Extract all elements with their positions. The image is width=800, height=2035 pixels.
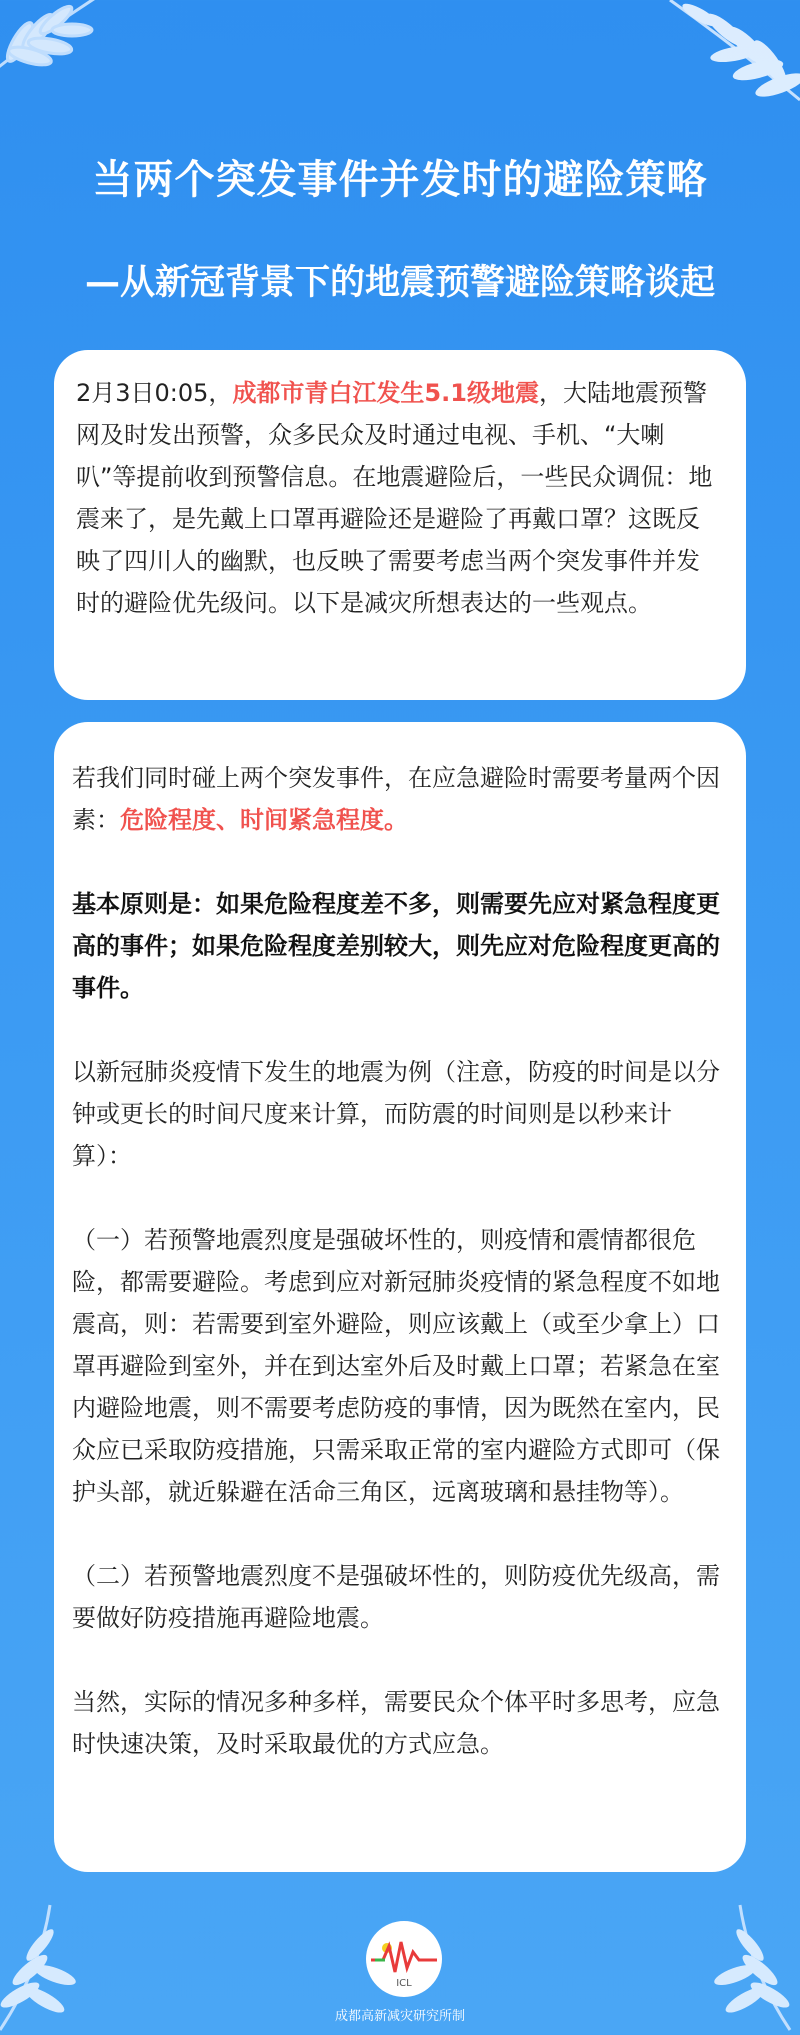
intro-rest: ，大陆地震预警网及时发出预警，众多民众及时通过电视、手机、“大喇叭”等提前收到预警信息。在地震避险后，一些民众调侃：地震来了，是先戴上口罩再避险还是避险了再戴口罩？这既反映了四川人的幽默，也反映了需要考虑当两个突发事件并发时的避险优先级问。以下是减灾所想表达的一些观点。 bbox=[76, 379, 713, 617]
intro-highlight: 成都市青白江发生5.1级地震 bbox=[232, 379, 539, 407]
paragraph-case-two: （二）若预警地震烈度不是强破坏性的，则防疫优先级高，需要做好防疫措施再避险地震。 bbox=[72, 1562, 720, 1632]
leaf-icon bbox=[630, 0, 800, 110]
intro-paragraph bbox=[76, 372, 714, 624]
page-subtitle: —从新冠背景下的地震预警避险策略谈起 bbox=[84, 263, 715, 303]
institute-logo-icon bbox=[365, 1920, 443, 1998]
factors-lead: 若我们同时碰上两个突发事件，在应急避险时需要考量两个因素： bbox=[72, 764, 720, 834]
footer-credit: 成都高新减灾研究所制 bbox=[334, 2009, 465, 2024]
factors-highlight: 危险程度、时间紧急程度。 bbox=[120, 806, 408, 834]
page-title: 当两个突发事件并发时的避险策略 bbox=[92, 157, 708, 203]
leaf-icon bbox=[0, 0, 110, 80]
paragraph-case-one: （一）若预警地震烈度是强破坏性的，则疫情和震情都很危险，都需要避险。考虑到应对新冠肺炎疫情的紧急程度不如地震高，则：若需要到室外避险，则应该戴上（或至少拿上）口罩再避险到室外，并在到达室外后及时戴上口罩；若紧急在室内避险地震，则不需要考虑防疫的事情，因为既然在室内，民众应已采取防疫措施，只需采取正常的室内避险方式即可（保护头部，就近躲避在活命三角区，远离玻璃和悬挂物等）。 bbox=[72, 1226, 720, 1506]
paragraph-factors bbox=[72, 757, 720, 841]
intro-lead: 2月3日0:05， bbox=[76, 379, 233, 407]
paragraph-conclusion: 当然，实际的情况多种多样，需要民众个体平时多思考，应急时快速决策，及时采取最优的方式应急。 bbox=[72, 1688, 720, 1758]
content-card bbox=[54, 722, 746, 1872]
logo-text: ICL bbox=[396, 1978, 412, 1989]
paragraph-principle: 基本原则是：如果危险程度差不多，则需要先应对紧急程度更高的事件；如果危险程度差别较大，则先应对危险程度更高的事件。 bbox=[72, 890, 720, 1002]
paragraph-example: 以新冠肺炎疫情下发生的地震为例（注意，防疫的时间是以分钟或更长的时间尺度来计算，而防震的时间则是以秒来计算）： bbox=[72, 1058, 720, 1170]
intro-card bbox=[54, 350, 746, 700]
